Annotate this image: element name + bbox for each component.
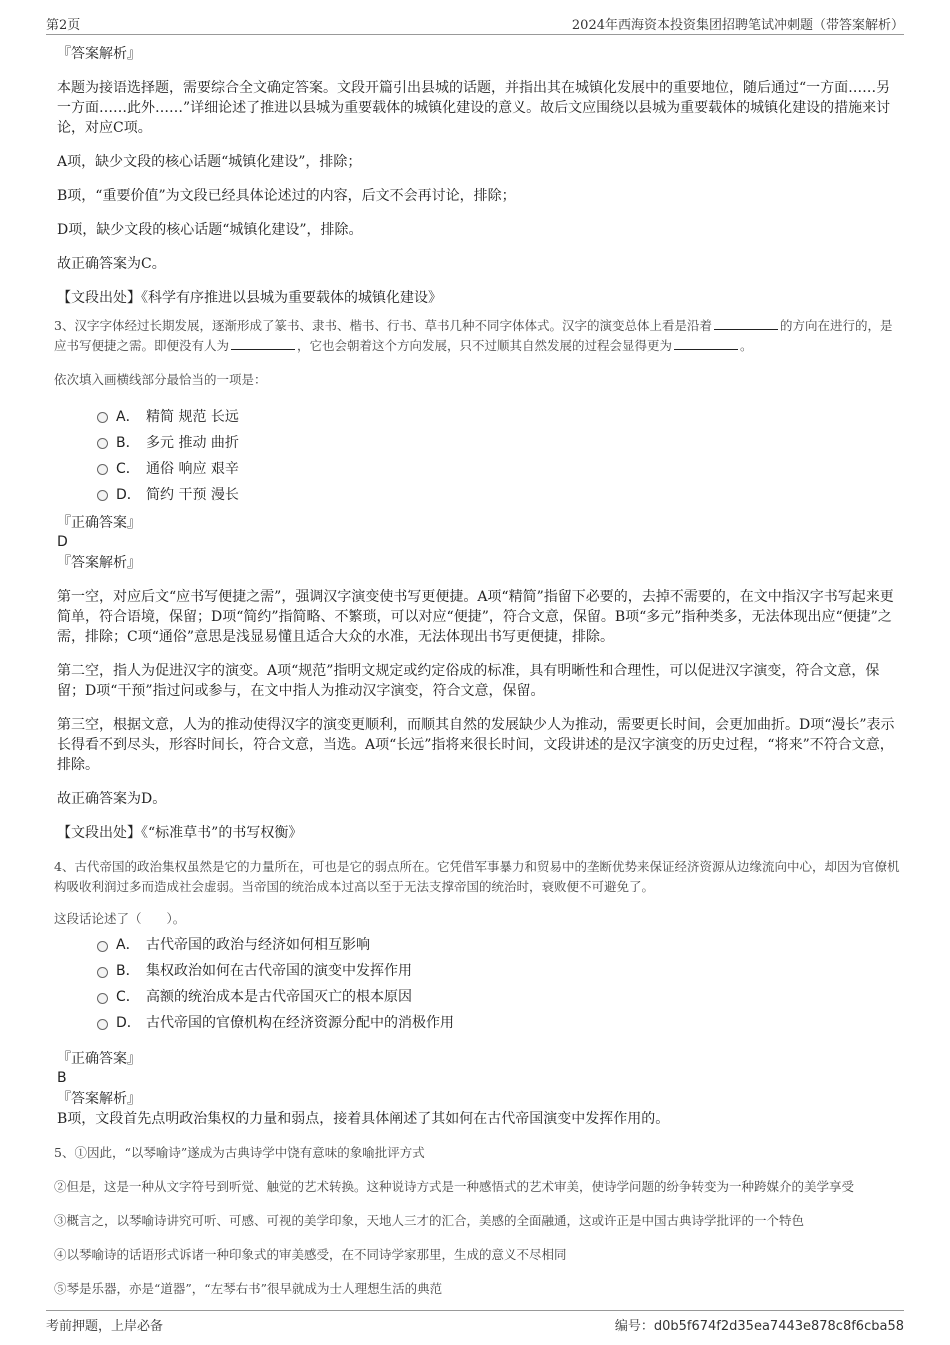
q3-option-d[interactable] <box>97 481 904 507</box>
q2-analysis-option-d: D项，缺少文段的核心话题“城镇化建设”，排除。 <box>57 222 363 238</box>
option-text: 古代帝国的官僚机构在经济资源分配中的消极作用 <box>146 1015 454 1031</box>
q5-sentence-4: ④以琴喻诗的话语形式诉诸一种印象式的审美感受，在不同诗学家那里，生成的意义不尽相同 <box>54 1247 567 1262</box>
page-footer <box>46 1310 904 1335</box>
q3-blank-1 <box>714 317 778 330</box>
q2-analysis-label: 『答案解析』 <box>57 46 141 62</box>
option-letter: B． <box>116 434 140 451</box>
radio-icon[interactable] <box>97 1019 108 1030</box>
q3-options <box>97 403 904 507</box>
q4-correct-label: 『正确答案』 <box>57 1051 141 1067</box>
page-number: 第2页 <box>46 18 81 33</box>
q4-analysis-label: 『答案解析』 <box>57 1091 141 1107</box>
radio-icon[interactable] <box>97 967 108 978</box>
option-letter: A． <box>116 937 140 953</box>
option-text: 集权政治如何在古代帝国的演变中发挥作用 <box>146 963 412 979</box>
serial-number: d0b5f674f2d35ea7443e878c8f6cba58 <box>653 1319 904 1334</box>
q3-blank-3 <box>674 337 738 350</box>
q2-source: 【文段出处】《科学有序推进以县城为重要载体的城镇化建设》 <box>57 290 442 306</box>
q4-correct-answer: B <box>57 1070 67 1086</box>
q3-stem <box>54 316 904 356</box>
q3-correct-answer: D <box>57 533 68 550</box>
q2-conclusion: 故正确答案为C。 <box>57 256 166 272</box>
q4-options <box>97 931 904 1035</box>
serial-label: 编号： <box>614 1319 654 1334</box>
q3-option-b[interactable] <box>97 429 904 455</box>
q3-instruction: 依次填入画横线部分最恰当的一项是： <box>54 372 267 387</box>
option-letter: C． <box>116 460 140 477</box>
q5-sentence-2: ②但是，这是一种从文字符号到听觉、触觉的艺术转换。这种说诗方式是一种感悟式的艺术审美，使诗学问题的纷争转变为一种跨媒介的美学享受 <box>54 1179 855 1194</box>
option-letter: D． <box>116 1015 141 1031</box>
q3-analysis-paragraph-3: 第三空，根据文意，人为的推动使得汉字的演变更顺利，而顺其自然的发展缺少人为推动，需要更长时间，会更加曲折。D项“漫长”表示长得看不到尽头，形容时间长，符合文意，当选。A项“长远”指将来很长时间，文段讲述的是汉字演变的历史过程，“将来”不符合文意，排除。 <box>57 716 895 773</box>
radio-icon[interactable] <box>97 490 108 501</box>
option-letter: A． <box>116 408 140 425</box>
q4-option-b[interactable] <box>97 957 904 983</box>
q3-analysis-paragraph-1: 第一空，对应后文“应书写便捷之需”，强调汉字演变使书写更便捷。A项“精简”指留下必要的，去掉不需要的，在文中指汉字书写起来更简单，符合语境，保留；D项“简约”指简略、不繁琐，可以对应“便捷”，符合文意，保留。B项“多元”指种类多，无法体现出应“便捷”之需，排除；C项“通俗”意思是浅显易懂且适合大众的水准，无法体现出书写更便捷，排除。 <box>57 588 894 645</box>
option-text: 古代帝国的政治与经济如何相互影响 <box>146 937 370 953</box>
q4-stem: 4、古代帝国的政治集权虽然是它的力量所在，可也是它的弱点所在。它凭借军事暴力和贸易中的垄断优势来保证经济资源从边缘流向中心，却因为官僚机构吸收利润过多而造成社会虚弱。当帝国的统治成本过高以至于无法支撑帝国的统治时，衰败便不可避免了。 <box>54 858 900 894</box>
q2-analysis-paragraph: 本题为接语选择题，需要综合全文确定答案。文段开篇引出县城的话题，并指出其在城镇化发展中的重要地位，随后通过“一方面……另一方面……此外……”详细论述了推进以县城为重要载体的城镇化建设的意义。故后文应围绕以县城为重要载体的城镇化建设的措施来讨论，对应C项。 <box>57 80 891 136</box>
radio-icon[interactable] <box>97 438 108 449</box>
radio-icon[interactable] <box>97 993 108 1004</box>
q3-blank-2 <box>231 337 295 350</box>
q3-analysis-paragraph-2: 第二空，指人为促进汉字的演变。A项“规范”指明文规定或约定俗成的标准，具有明晰性和合理性，可以促进汉字演变，符合文意，保留；D项“干预”指过问或参与，在文中指人为推动汉字演变，符合文意，保留。 <box>57 662 880 699</box>
footer-serial <box>615 1315 904 1334</box>
q3-option-a[interactable] <box>97 403 904 429</box>
q5-sentence-5: ⑤琴是乐器，亦是“道器”，“左琴右书”很早就成为士人理想生活的典范 <box>54 1281 443 1296</box>
option-text: 简约 干预 漫长 <box>146 486 239 503</box>
q3-correct-label: 『正确答案』 <box>57 514 141 531</box>
option-letter: C． <box>116 989 140 1005</box>
option-text: 通俗 响应 艰辛 <box>146 460 239 477</box>
q5-sentence-3: ③概言之，以琴喻诗讲究可听、可感、可视的美学印象，天地人三才的汇合，美感的全面融通，这或许正是中国古典诗学批评的一个特色 <box>54 1213 805 1228</box>
radio-icon[interactable] <box>97 941 108 952</box>
q4-analysis: B项，文段首先点明政治集权的力量和弱点，接着具体阐述了其如何在古代帝国演变中发挥作用的。 <box>57 1111 670 1127</box>
q4-option-d[interactable] <box>97 1009 904 1035</box>
q2-analysis-option-b: B项，“重要价值”为文段已经具体论述过的内容，后文不会再讨论，排除； <box>57 188 516 204</box>
option-text: 精简 规范 长远 <box>146 408 239 425</box>
q4-option-c[interactable] <box>97 983 904 1009</box>
q3-stem-part2: 的方向在进行的，是应书写便捷之需。即便没有人为 <box>54 318 893 353</box>
option-text: 多元 推动 曲折 <box>146 434 239 451</box>
option-letter: D． <box>116 486 141 503</box>
q3-option-c[interactable] <box>97 455 904 481</box>
document-title: 2024年西海资本投资集团招聘笔试冲刺题（带答案解析） <box>571 18 904 33</box>
q3-analysis-label: 『答案解析』 <box>57 554 141 571</box>
radio-icon[interactable] <box>97 412 108 423</box>
q2-analysis-option-a: A项，缺少文段的核心话题“城镇化建设”，排除； <box>57 154 362 170</box>
document-body <box>54 44 904 1312</box>
option-text: 高额的统治成本是古代帝国灭亡的根本原因 <box>146 989 412 1005</box>
q3-conclusion: 故正确答案为D。 <box>57 790 167 807</box>
q3-stem-part4: 。 <box>740 338 753 353</box>
radio-icon[interactable] <box>97 464 108 475</box>
q3-stem-part3: ，它也会朝着这个方向发展，只不过顺其自然发展的过程会显得更为 <box>297 338 673 353</box>
option-letter: B． <box>116 963 140 979</box>
q5-sentence-1: 5、①因此，“以琴喻诗”遂成为古典诗学中饶有意味的象喻批评方式 <box>54 1145 425 1160</box>
footer-slogan: 考前押题，上岸必备 <box>46 1319 164 1334</box>
q4-option-a[interactable] <box>97 931 904 957</box>
q4-stem-tail: 这段话论述了（ ）。 <box>54 911 186 926</box>
q3-stem-part1: 3、汉字字体经过长期发展，逐渐形成了篆书、隶书、楷书、行书、草书几种不同字体体式。汉字的演变总体上看是沿着 <box>54 318 712 333</box>
page-header <box>46 12 904 35</box>
q3-source: 【文段出处】《“标准草书”的书写权衡》 <box>57 824 303 841</box>
